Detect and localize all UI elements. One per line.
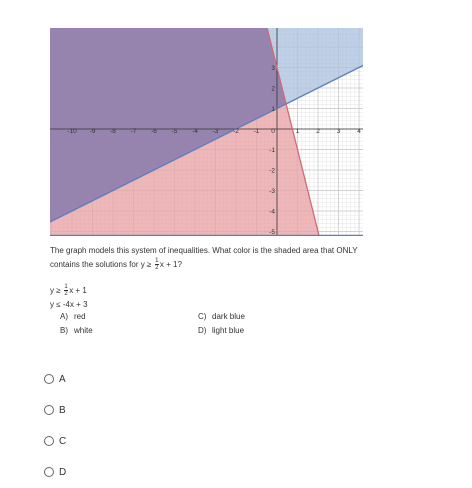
question-line-2-end: x + 1? [159, 260, 182, 269]
choice-a-letter: A) [60, 312, 68, 321]
choice-d-text: light blue [212, 326, 245, 335]
answer-label-d: D [59, 466, 67, 478]
choice-b-text: white [74, 326, 93, 335]
question-line-1: The graph models this system of inequalities. What color is the shaded area that ONLY [50, 246, 358, 255]
question-text [50, 244, 410, 272]
x-tick-label: 0 [271, 128, 275, 135]
x-tick-label: -4 [192, 128, 198, 135]
x-tick-label: 2 [316, 128, 320, 135]
inequality-1 [50, 284, 88, 298]
answer-option-a[interactable] [44, 371, 66, 387]
radio-c[interactable] [44, 436, 54, 446]
x-tick-label: -5 [171, 128, 178, 135]
y-tick-label: 1 [271, 106, 275, 113]
y-tick-label: -5 [269, 229, 275, 236]
choice-c [198, 312, 245, 321]
inequality-1-start: y ≥ [50, 286, 61, 295]
choice-d-letter: D) [198, 326, 207, 335]
x-tick-label: -1 [253, 128, 260, 135]
choice-b [60, 326, 93, 335]
inequality-1-fraction [64, 284, 68, 297]
y-tick-label: 2 [271, 85, 275, 93]
choice-a [60, 312, 86, 321]
choice-b-letter: B) [60, 326, 68, 335]
question-fraction [155, 258, 159, 271]
x-tick-label: 4 [357, 128, 361, 135]
x-tick-label: -9 [89, 128, 96, 135]
inequality-1-end: x + 1 [69, 286, 87, 295]
y-tick-label: -3 [269, 188, 275, 195]
answer-option-c[interactable] [44, 433, 66, 449]
choice-c-letter: C) [198, 312, 207, 321]
inequality-1-denominator: 2 [64, 291, 68, 298]
answer-option-d[interactable] [44, 464, 66, 480]
radio-a[interactable] [44, 374, 54, 384]
question-line-2-start: contains the solutions for y ≥ [50, 260, 152, 269]
choice-a-text: red [74, 312, 86, 321]
inequality-system [50, 284, 88, 312]
y-tick-label: -4 [269, 208, 275, 216]
x-tick-label: -6 [151, 128, 157, 135]
inequality-graph [50, 28, 363, 236]
answer-label-c: C [59, 435, 67, 447]
x-tick-label: -7 [130, 128, 137, 135]
inequality-1-numerator: 1 [64, 284, 68, 291]
x-tick-label: 1 [295, 128, 300, 135]
radio-b[interactable] [44, 405, 54, 415]
inequality-2: y ≤ -4x + 3 [50, 300, 88, 309]
y-tick-label: -1 [269, 147, 275, 154]
x-tick-label: -10 [67, 128, 77, 135]
question-line-2 [50, 258, 410, 272]
radio-d[interactable] [44, 467, 54, 477]
y-tick-label: 3 [271, 65, 275, 72]
y-tick-label: -2 [269, 167, 275, 175]
choice-c-text: dark blue [212, 312, 245, 321]
answer-label-a: A [59, 373, 66, 385]
x-tick-label: -2 [233, 128, 239, 135]
x-tick-label: 3 [336, 128, 341, 135]
graph-canvas [50, 28, 363, 236]
fraction-numerator: 1 [155, 258, 159, 265]
answer-label-b: B [59, 404, 66, 416]
x-tick-label: -8 [110, 128, 116, 135]
answer-option-b[interactable] [44, 402, 66, 418]
choice-d [198, 326, 244, 335]
x-tick-label: -3 [212, 128, 219, 135]
fraction-denominator: 2 [155, 265, 159, 272]
